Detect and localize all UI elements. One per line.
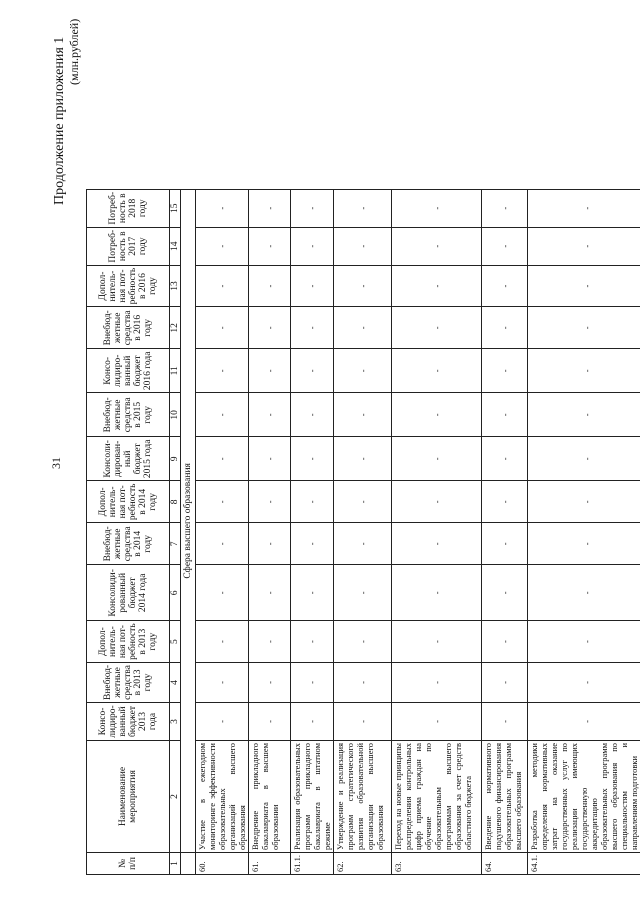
value-cell: - bbox=[291, 662, 334, 702]
header-row bbox=[87, 189, 170, 874]
value-cell: - bbox=[482, 662, 528, 702]
page-number: 31 bbox=[49, 457, 63, 469]
value-cell: - bbox=[249, 662, 291, 702]
value-cell: - bbox=[334, 307, 392, 349]
value-cell: - bbox=[249, 189, 291, 227]
column-number: 9 bbox=[170, 437, 181, 481]
column-number: 8 bbox=[170, 481, 181, 523]
column-number: 14 bbox=[170, 227, 181, 265]
row-number: 60. bbox=[196, 853, 249, 875]
section-title: Сфера высшего образования bbox=[181, 189, 196, 852]
column-header: Консо- лидиро- ванный бюджет 2016 года bbox=[87, 349, 170, 393]
row-number: 62. bbox=[334, 853, 392, 875]
value-cell: - bbox=[196, 307, 249, 349]
section-row bbox=[181, 189, 196, 874]
column-header: Консоли- дирован- ный бюджет 2015 года bbox=[87, 437, 170, 481]
column-number: 11 bbox=[170, 349, 181, 393]
value-cell: - bbox=[334, 437, 392, 481]
table-row bbox=[334, 189, 392, 874]
continuation-title: Продолжение приложения 1 bbox=[52, 36, 67, 205]
value-cell: - bbox=[334, 349, 392, 393]
value-cell: - bbox=[392, 703, 482, 741]
value-cell: - bbox=[249, 349, 291, 393]
value-cell: - bbox=[291, 349, 334, 393]
value-cell: - bbox=[196, 349, 249, 393]
row-number: 64.1. bbox=[528, 853, 640, 875]
value-cell: - bbox=[528, 227, 640, 265]
value-cell: - bbox=[249, 621, 291, 663]
value-cell: - bbox=[528, 703, 640, 741]
value-cell: - bbox=[196, 481, 249, 523]
column-number: 10 bbox=[170, 393, 181, 437]
value-cell: - bbox=[392, 437, 482, 481]
value-cell: - bbox=[334, 703, 392, 741]
value-cell: - bbox=[291, 703, 334, 741]
value-cell: - bbox=[482, 307, 528, 349]
value-cell: - bbox=[528, 481, 640, 523]
value-cell: - bbox=[528, 523, 640, 565]
column-header: № п/п bbox=[87, 853, 170, 875]
column-number: 7 bbox=[170, 523, 181, 565]
value-cell: - bbox=[291, 189, 334, 227]
value-cell: - bbox=[392, 621, 482, 663]
table-row bbox=[291, 189, 334, 874]
column-number: 12 bbox=[170, 307, 181, 349]
value-cell: - bbox=[392, 662, 482, 702]
column-number: 2 bbox=[170, 741, 181, 853]
value-cell: - bbox=[392, 265, 482, 307]
value-cell: - bbox=[392, 307, 482, 349]
column-number: 3 bbox=[170, 703, 181, 741]
value-cell: - bbox=[482, 393, 528, 437]
value-cell: - bbox=[196, 437, 249, 481]
measure-name: Участие в ежегодном мониторинге эффективности образовательных организаций высшего образования bbox=[196, 741, 249, 853]
value-cell: - bbox=[249, 437, 291, 481]
value-cell: - bbox=[482, 227, 528, 265]
value-cell: - bbox=[196, 189, 249, 227]
table-row bbox=[482, 189, 528, 874]
value-cell: - bbox=[392, 189, 482, 227]
value-cell: - bbox=[291, 523, 334, 565]
value-cell: - bbox=[528, 393, 640, 437]
value-cell: - bbox=[528, 307, 640, 349]
value-cell: - bbox=[482, 523, 528, 565]
value-cell: - bbox=[334, 565, 392, 621]
value-cell: - bbox=[291, 565, 334, 621]
table-row bbox=[392, 189, 482, 874]
measure-name: Переход на новые принципы распределения контрольных цифр приема граждан на обучение по образовательным программам высшего образования за счет средств областного бюджета bbox=[392, 741, 482, 853]
measure-name: Разработка методики определения нормативных затрат на оказание государственных услуг по реализации имеющих государственную аккредитацию образовательных программ высшего образования по специальностям и направлениям подготовки bbox=[528, 741, 640, 853]
column-header: Консо- лидиро- ванный бюджет 2013 года bbox=[87, 703, 170, 741]
unit-label: (млн.рублей) bbox=[67, 18, 81, 85]
row-number: 63. bbox=[392, 853, 482, 875]
value-cell: - bbox=[392, 565, 482, 621]
value-cell: - bbox=[334, 227, 392, 265]
value-cell: - bbox=[291, 393, 334, 437]
value-cell: - bbox=[196, 227, 249, 265]
column-number: 13 bbox=[170, 265, 181, 307]
value-cell: - bbox=[291, 621, 334, 663]
value-cell: - bbox=[249, 565, 291, 621]
value-cell: - bbox=[482, 349, 528, 393]
value-cell: - bbox=[528, 621, 640, 663]
value-cell: - bbox=[482, 265, 528, 307]
value-cell: - bbox=[196, 703, 249, 741]
column-number: 6 bbox=[170, 565, 181, 621]
value-cell: - bbox=[249, 481, 291, 523]
row-number: 64. bbox=[482, 853, 528, 875]
value-cell: - bbox=[196, 565, 249, 621]
value-cell: - bbox=[392, 227, 482, 265]
value-cell: - bbox=[528, 662, 640, 702]
value-cell: - bbox=[482, 189, 528, 227]
value-cell: - bbox=[291, 481, 334, 523]
value-cell: - bbox=[334, 189, 392, 227]
value-cell: - bbox=[482, 621, 528, 663]
column-header: Потреб- ность в 2018 году bbox=[87, 189, 170, 227]
row-number: 61. bbox=[249, 853, 291, 875]
row-number: 61.1. bbox=[291, 853, 334, 875]
measure-name: Введение нормативного подушевого финансирования образовательных программ высшего образования bbox=[482, 741, 528, 853]
value-cell: - bbox=[482, 703, 528, 741]
value-cell: - bbox=[291, 437, 334, 481]
value-cell: - bbox=[196, 662, 249, 702]
value-cell: - bbox=[196, 265, 249, 307]
value-cell: - bbox=[528, 189, 640, 227]
value-cell: - bbox=[249, 265, 291, 307]
value-cell: - bbox=[249, 393, 291, 437]
value-cell: - bbox=[334, 621, 392, 663]
value-cell: - bbox=[528, 349, 640, 393]
value-cell: - bbox=[482, 437, 528, 481]
column-number: 4 bbox=[170, 662, 181, 702]
value-cell: - bbox=[482, 565, 528, 621]
column-header: Внебюд- жетные средства в 2013 году bbox=[87, 662, 170, 702]
value-cell: - bbox=[334, 523, 392, 565]
value-cell: - bbox=[249, 703, 291, 741]
column-header: Допол- нитель- ная пот- ребность в 2014 году bbox=[87, 481, 170, 523]
table-row bbox=[528, 189, 640, 874]
column-header: Допол- нитель- ная пот- ребность в 2013 году bbox=[87, 621, 170, 663]
value-cell: - bbox=[196, 621, 249, 663]
value-cell: - bbox=[291, 265, 334, 307]
table-row bbox=[249, 189, 291, 874]
value-cell: - bbox=[392, 393, 482, 437]
value-cell: - bbox=[528, 565, 640, 621]
value-cell: - bbox=[392, 349, 482, 393]
value-cell: - bbox=[528, 265, 640, 307]
value-cell: - bbox=[249, 307, 291, 349]
value-cell: - bbox=[482, 481, 528, 523]
column-number: 15 bbox=[170, 189, 181, 227]
column-header: Внебюд- жетные средства в 2015 году bbox=[87, 393, 170, 437]
value-cell: - bbox=[392, 481, 482, 523]
value-cell: - bbox=[196, 523, 249, 565]
table-row bbox=[196, 189, 249, 874]
value-cell: - bbox=[249, 227, 291, 265]
value-cell: - bbox=[249, 523, 291, 565]
value-cell: - bbox=[291, 227, 334, 265]
value-cell: - bbox=[291, 307, 334, 349]
column-header: Внебюд- жетные средства в 2014 году bbox=[87, 523, 170, 565]
value-cell: - bbox=[196, 393, 249, 437]
column-number: 5 bbox=[170, 621, 181, 663]
column-header: Наименование мероприятия bbox=[87, 741, 170, 853]
value-cell: - bbox=[334, 393, 392, 437]
column-number: 1 bbox=[170, 853, 181, 875]
measure-name: Внедрение прикладного бакалавриата в высшем образовании bbox=[249, 741, 291, 853]
value-cell: - bbox=[334, 481, 392, 523]
budget-table bbox=[86, 189, 640, 875]
measure-name: Утверждение и реализация программ стратегического развития образовательной организации высшего образования bbox=[334, 741, 392, 853]
column-header: Допол- нитель- ная пот- ребность в 2016 году bbox=[87, 265, 170, 307]
column-header: Внебюд- жетные средства в 2016 году bbox=[87, 307, 170, 349]
measure-name: Реализация образовательных программ прикладного бакалавриата в штатном режиме bbox=[291, 741, 334, 853]
value-cell: - bbox=[334, 662, 392, 702]
value-cell: - bbox=[528, 437, 640, 481]
value-cell: - bbox=[334, 265, 392, 307]
column-header: Потреб- ность в 2017 году bbox=[87, 227, 170, 265]
column-header: Консолиди- рованный бюджет 2014 года bbox=[87, 565, 170, 621]
column-number-row bbox=[170, 189, 181, 874]
value-cell: - bbox=[392, 523, 482, 565]
